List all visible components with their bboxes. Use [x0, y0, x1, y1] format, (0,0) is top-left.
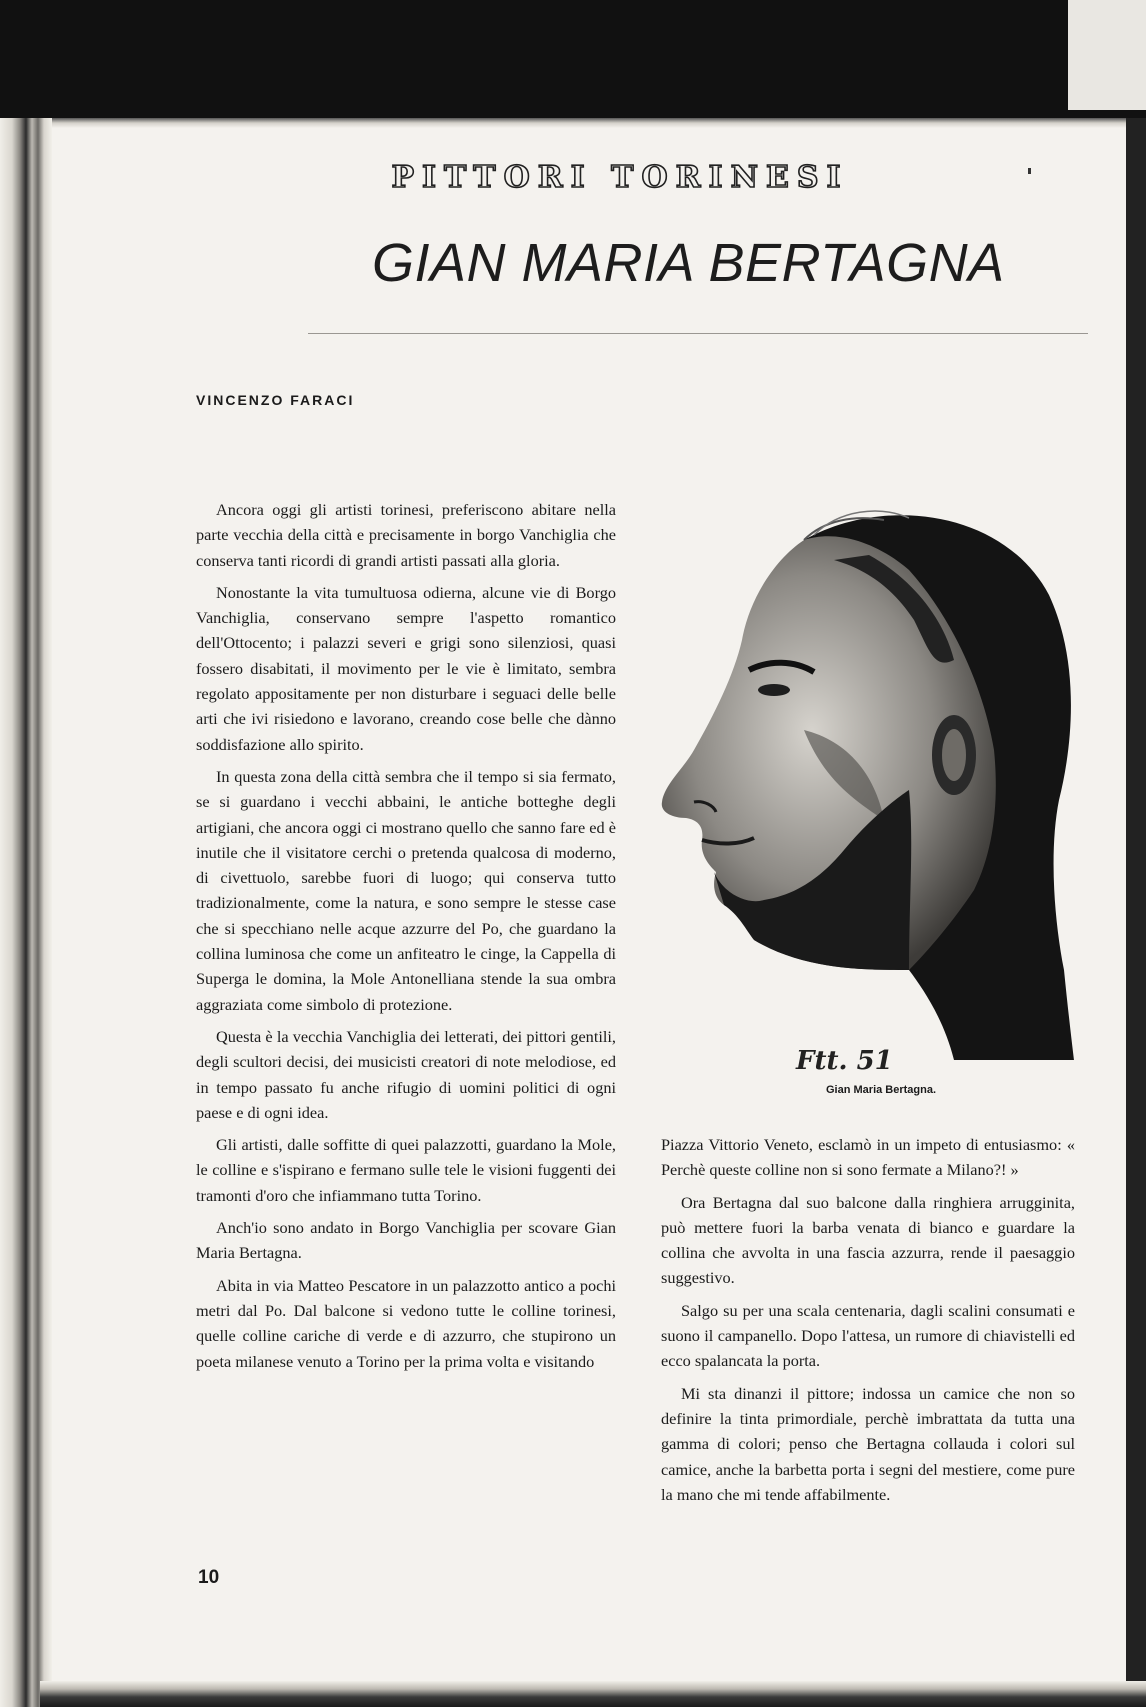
paragraph: Salgo su per una scala centenaria, dagli scalini consumati e suono il campanello. Dopo l'attesa, un rumore di chiavistelli ed ecco spalancata la porta.: [661, 1300, 1075, 1371]
figure-caption: Gian Maria Bertagna.: [826, 1084, 937, 1096]
author-byline: VINCENZO FARACI: [196, 392, 355, 408]
scan-border-left: [0, 118, 52, 1707]
paragraph: Nonostante la vita tumultuosa odierna, alcune vie di Borgo Vanchiglia, conservano sempre l'aspetto romantico dell'Ottocento; i palazzi severi e grigi sono silenziosi, quasi fossero disabitati, il movimento per le vie è limitato, sembra regolato appositamente per non disturbare i seguaci delle belle arti che ivi risiedono e lavorano, creando cose belle che dànno soddisfazione allo spirito.: [196, 582, 616, 754]
paragraph: Piazza Vittorio Veneto, esclamò in un impeto di entusiasmo: « Perchè queste colline non si sono fermate a Milano?! »: [661, 1135, 1075, 1180]
article-title: GIAN MARIA BERTAGNA: [372, 233, 1005, 293]
paragraph: Ancora oggi gli artisti torinesi, preferiscono abitare nella parte vecchia della città e precisamente in borgo Vanchiglia che conserva tanti ricordi di grandi artisti passati alla gloria.: [196, 500, 616, 570]
page-top-edge: [48, 118, 1126, 128]
paragraph: In questa zona della città sembra che il tempo si sia fermato, se si guardano i vecchi abbaini, le antiche botteghe degli artigiani, che ancora oggi ci mostrano quello che sanno fare ed è inutile che il visitatore cerchi o pretenda qualcosa di moderno, di civettuolo, sarebbe fuori di luogo; qui conserva tutto tradizionalmente, come la natura, e sono sempre le stesse case che si specchiano nelle acque azzurre del Po, che guardano la collina luminosa che come un anfiteatro le cinge, la Cappella di Superga le domina, la Mole Antonelliana stende la sua ombra aggraziata come simbolo di protezione.: [196, 766, 616, 1014]
series-heading: PITTORI TORINESI: [391, 160, 849, 195]
scan-border-right: [1126, 118, 1146, 1707]
left-column: [196, 497, 616, 1381]
artist-signature: Ftt. 51: [796, 1046, 893, 1076]
scan-border-top: [0, 0, 1146, 120]
paragraph: Gli artisti, dalle soffitte di quei palazzotti, guardano la Mole, le colline e s'ispirano e fermano sulle tele le visioni fuggenti dei tramonti d'oro che infiammano tutta Torino.: [196, 1135, 616, 1205]
paragraph: Questa è la vecchia Vanchiglia dei letterati, dei pittori gentili, degli scultori decisi, dei musicisti creatori di note melodiose, ed in tempo passato fu anche rifugio di uomini politici di ogni paese e di ogni idea.: [196, 1026, 616, 1122]
ink-mark: [1028, 168, 1031, 174]
paragraph: Mi sta dinanzi il pittore; indossa un camice che non so definire la tinta primordiale, perchè imbrattata da tutta una gamma di colori; penso che Bertagna collauda i colori sul camice, anche la barbetta porta i segni del mestiere, come pure la mano che mi tende affabilmente.: [661, 1383, 1075, 1504]
paragraph: Anch'io sono andato in Borgo Vanchiglia per scovare Gian Maria Bertagna.: [196, 1218, 616, 1263]
scan-border-bottom: [40, 1681, 1146, 1707]
paragraph: Ora Bertagna dal suo balcone dalla ringhiera arrugginita, può mettere fuori la barba venata di bianco e guardare la collina che avvolta in una fascia azzurra, rende il paesaggio suggestivo.: [661, 1192, 1075, 1288]
paragraph: Abita in via Matteo Pescatore in un palazzotto antico a pochi metri dal Po. Dal balcone si vedono tutte le colline torinesi, quelle colline cariche di verde e di azzurro, che stupirono un poeta milanese venuto a Torino per la prima volta e visitando: [196, 1275, 616, 1371]
right-column: [661, 1132, 1075, 1514]
portrait-drawing: [654, 500, 1074, 1060]
page-number: 10: [198, 1567, 220, 1588]
title-rule: [308, 333, 1088, 334]
